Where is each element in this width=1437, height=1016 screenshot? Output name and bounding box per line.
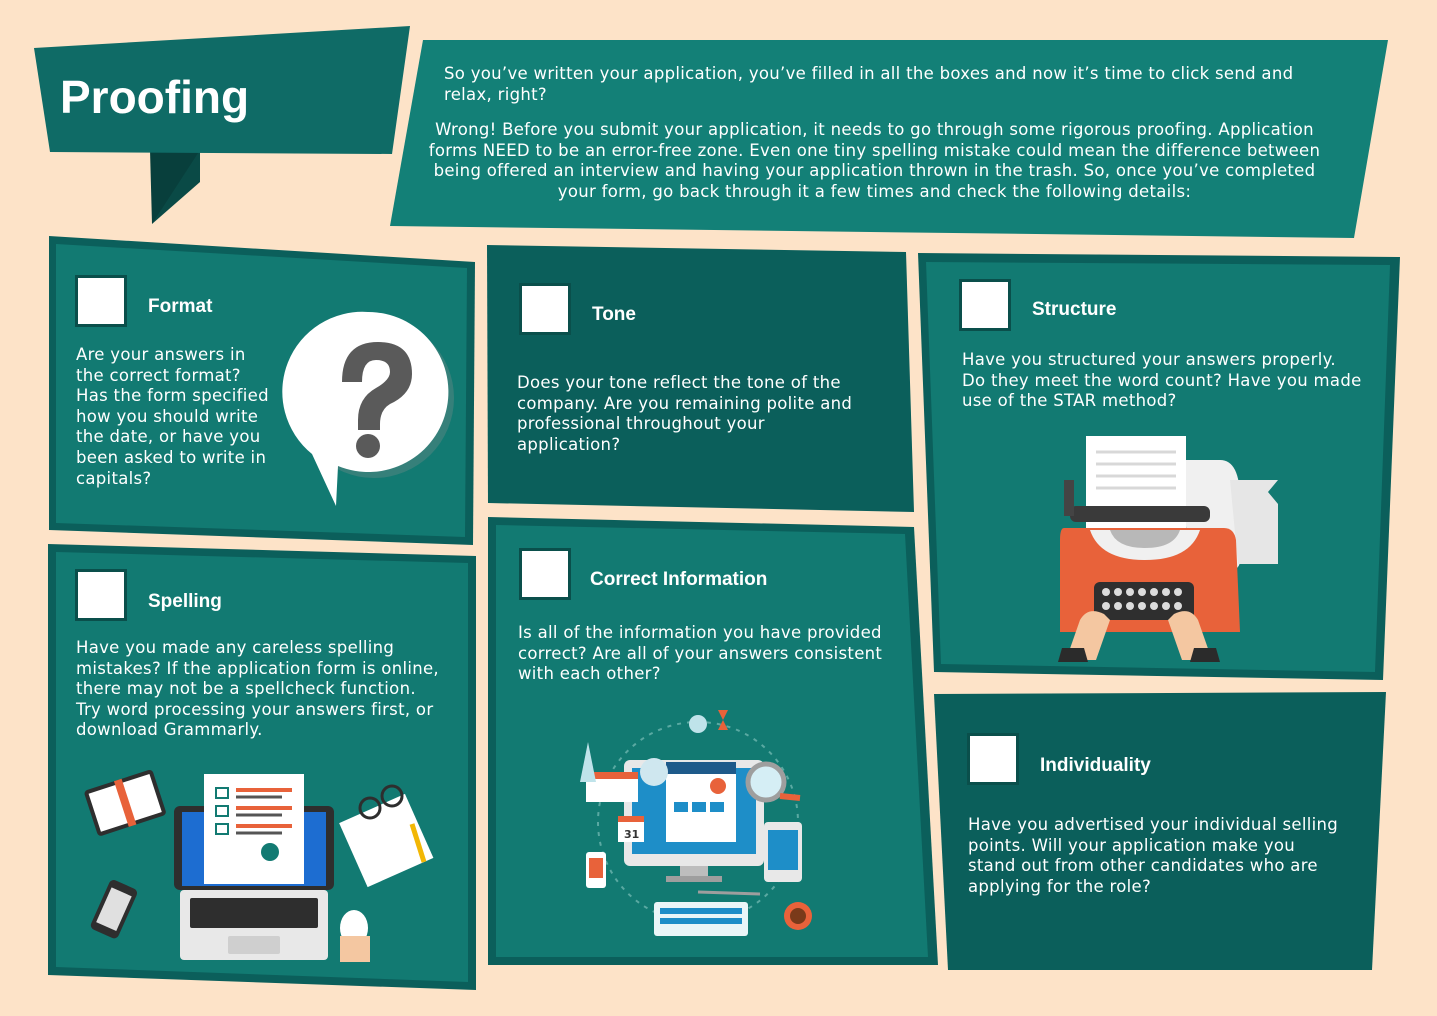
tone-text: Does your tone reflect the tone of the company. Are you remaining polite and professional throughout your application?: [517, 373, 853, 454]
format-checkbox[interactable]: [78, 278, 124, 324]
format-title: Format: [148, 296, 213, 317]
intro-paragraph-2: Wrong! Before you submit your application, it needs to go through some rigorous proofing. Application forms NEED to be an error-free zone. Even one tiny spelling mistake could mean the difference between being offered an interview and having your application thrown in the trash. So, once you’ve completed your form, go back through it a few times and check the following details:: [428, 120, 1321, 201]
structure-text: Have you structured your answers properly. Do they meet the word count? Have you made use of the STAR method?: [962, 350, 1362, 411]
individuality-title: Individuality: [1040, 755, 1151, 776]
format-text: Are your answers in the correct format? Has the form specified how you should write the date, or have you been asked to write in capitals?: [76, 345, 269, 488]
correct-info-text: Is all of the information you have provided correct? Are all of your answers consistent with each other?: [518, 623, 883, 684]
spelling-title: Spelling: [148, 591, 222, 612]
intro-paragraph-1: So you’ve written your application, you’ve filled in all the boxes and now it’s time to click send and relax, right?: [444, 64, 1294, 104]
tone-checkbox[interactable]: [522, 286, 568, 332]
question-bubble-icon: [282, 296, 462, 516]
correct-info-title: Correct Information: [590, 569, 768, 590]
page-title: Proofing: [60, 71, 250, 123]
calendar-day: 31: [624, 828, 640, 841]
spelling-checkbox[interactable]: [78, 572, 124, 618]
individuality-text: Have you advertised your individual selling points. Will your application make you stand out from other candidates who are applying for the role?: [968, 815, 1339, 896]
tone-title: Tone: [592, 304, 636, 325]
structure-title: Structure: [1032, 299, 1117, 320]
correct-info-checkbox[interactable]: [522, 551, 568, 597]
computer-network-icon: [568, 702, 828, 942]
structure-checkbox[interactable]: [962, 282, 1008, 328]
spelling-text: Have you made any careless spelling mistakes? If the application form is online, there may not be a spellcheck function. Try word processing your answers first, or download Grammarly.: [76, 638, 439, 740]
typewriter-icon: [1050, 430, 1290, 670]
laptop-desk-icon: [82, 766, 442, 966]
individuality-checkbox[interactable]: [970, 736, 1016, 782]
